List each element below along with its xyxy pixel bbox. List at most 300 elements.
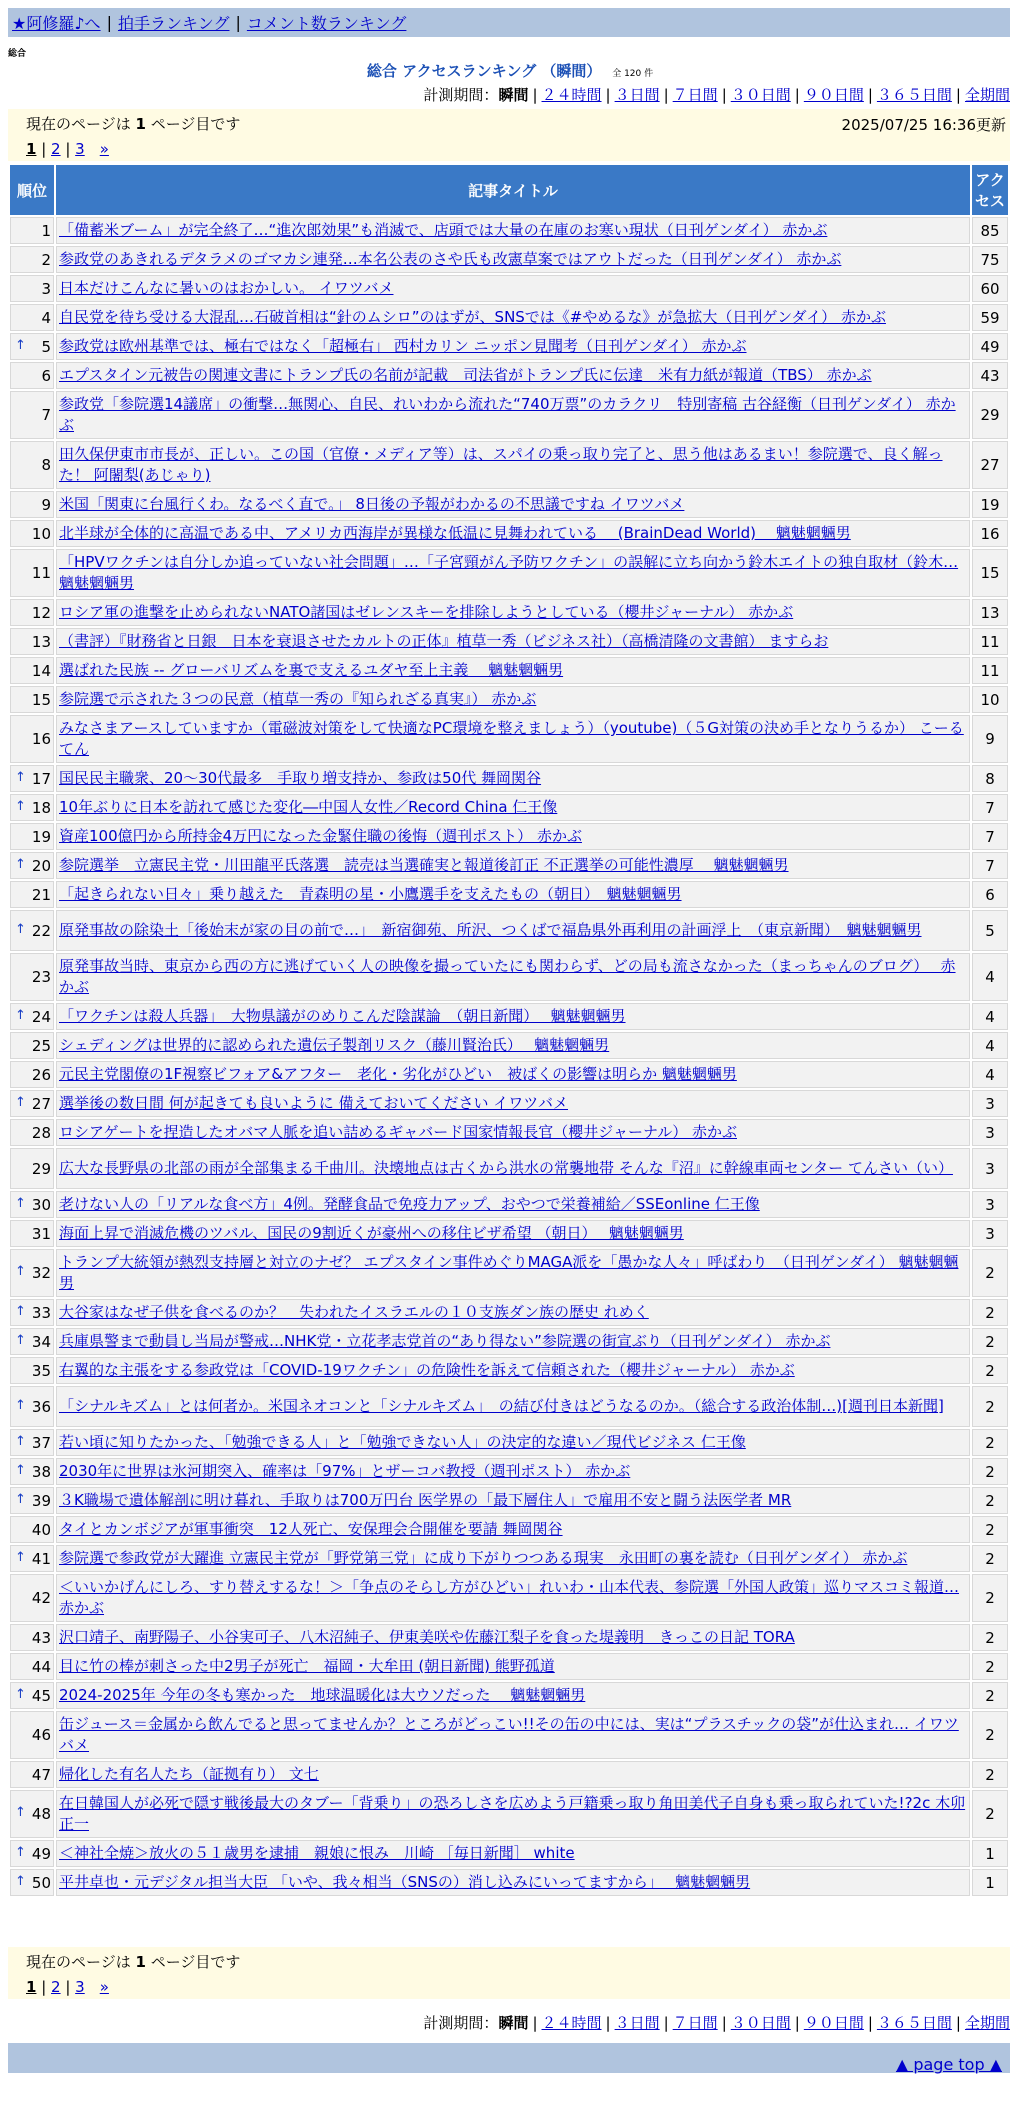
article-link[interactable]: 参院選で参政党が大躍進 立憲民主党が「野党第三党」に成り下がりつつある現実 永田町の裏を読む（日刊ゲンダイ） 赤かぶ — [59, 1549, 908, 1567]
title-cell — [56, 1220, 970, 1247]
ranking-row — [10, 1653, 1008, 1680]
period-option-link[interactable]: ７日間 — [672, 2014, 718, 2032]
rank-number: 12 — [31, 603, 51, 622]
access-count: 11 — [972, 657, 1008, 684]
pagination — [26, 138, 1010, 159]
ranking-row — [10, 549, 1008, 597]
period-separator: | — [532, 2014, 538, 2032]
article-link[interactable]: ３K職場で遺体解剖に明け暮れ、手取りは700万円台 医学界の「最下層住人」で雇用不安と闘う法医学者 MR — [59, 1491, 792, 1509]
ranking-row — [10, 1624, 1008, 1651]
article-link[interactable]: ＜神社全焼＞放火の５１歳男を逮捕 親娘に恨み 川崎 ［毎日新聞］ white — [59, 1844, 575, 1862]
access-count: 59 — [972, 304, 1008, 331]
rank-number: 5 — [41, 337, 51, 356]
rank-cell — [10, 823, 54, 850]
article-link[interactable]: 国民民主職衆、20～30代最多 手取り増支持か、参政は50代 舞岡関谷 — [59, 769, 542, 787]
rank-up-arrow-icon: ↑ — [15, 1264, 26, 1279]
rank-cell — [10, 1299, 54, 1326]
page-link[interactable]: 2 — [51, 1978, 61, 1996]
rank-up-arrow-icon: ↑ — [15, 1549, 26, 1565]
ranking-table — [8, 163, 1010, 1898]
title-cell — [56, 1574, 970, 1622]
period-option-link[interactable]: 全期間 — [964, 86, 1010, 104]
comment-ranking-link[interactable]: コメント数ランキング — [246, 14, 407, 33]
article-link[interactable]: 自民党を待ち受ける大混乱…石破首相は“針のムシロ”のはずが、SNSでは《#やめるな》が急拡大（日刊ゲンダイ） 赤かぶ — [59, 308, 886, 326]
rank-cell — [10, 794, 54, 821]
ranking-row — [10, 852, 1008, 879]
title-cell — [56, 1624, 970, 1651]
rank-up-arrow-icon: ↑ — [15, 1094, 26, 1110]
ranking-row — [10, 520, 1008, 547]
rank-up-arrow-icon: ↑ — [15, 1332, 26, 1348]
title-cell — [56, 852, 970, 879]
period-separator: | — [721, 2014, 727, 2032]
home-link[interactable]: ★阿修羅♪へ — [12, 14, 101, 33]
title-cell — [56, 1487, 970, 1514]
rank-number: 29 — [31, 1159, 51, 1178]
pagination-separator: | — [36, 140, 52, 158]
rank-up-arrow-icon: ↑ — [15, 769, 26, 785]
rank-cell — [10, 1119, 54, 1146]
period-separator: | — [794, 86, 800, 104]
rank-number: 38 — [31, 1462, 51, 1481]
title-cell — [56, 362, 970, 389]
rank-number: 23 — [31, 968, 51, 986]
rank-number: 28 — [31, 1123, 51, 1142]
rank-cell — [10, 852, 54, 879]
title-cell — [56, 1545, 970, 1572]
ranking-row — [10, 1487, 1008, 1514]
access-count: 2 — [972, 1682, 1008, 1709]
rank-number: 34 — [31, 1332, 51, 1351]
access-count: 4 — [972, 1061, 1008, 1088]
period-separator: | — [721, 86, 727, 104]
period-current: 瞬間 — [498, 2014, 529, 2032]
article-link[interactable]: 選挙後の数日間 何が起きても良いように 備えておいてください イワツバメ — [59, 1094, 569, 1112]
rank-cell — [10, 657, 54, 684]
access-count: 27 — [972, 441, 1008, 489]
ranking-row — [10, 1328, 1008, 1355]
ranking-row — [10, 1516, 1008, 1543]
title-header: 記事タイトル — [56, 165, 970, 215]
article-link[interactable]: 右翼的な主張をする参政党は「COVID-19ワクチン」の危険性を訴えて信頼された（櫻井ジャーナル） 赤かぶ — [59, 1361, 795, 1379]
rank-number: 30 — [31, 1195, 51, 1214]
pagination-separator: | — [60, 140, 76, 158]
article-link[interactable]: 田久保伊東市市長が、正しい。この国（官僚・メディア等）は、スパイの乗っ取り完了と、思う他はあるまい！参院選で、良く解った！ 阿闍梨(あじゃり) — [59, 445, 943, 484]
ranking-row — [10, 362, 1008, 389]
pagination — [26, 1976, 1010, 1997]
access-count: 75 — [972, 246, 1008, 273]
article-link[interactable]: 海面上昇で消滅危機のツバル、国民の9割近くが豪州への移住ビザ希望 （朝日） 魑魅魍魎男 — [59, 1224, 684, 1242]
ranking-row — [10, 599, 1008, 626]
access-count: 4 — [972, 1003, 1008, 1030]
access-count: 2 — [972, 1328, 1008, 1355]
ranking-row — [10, 686, 1008, 713]
period-separator: | — [867, 2014, 873, 2032]
page-link[interactable]: 3 — [75, 140, 85, 158]
article-link[interactable]: エプスタイン元被告の関連文書にトランプ氏の名前が記載 司法省がトランプ氏に伝達 米有力紙が報道（TBS） 赤かぶ — [59, 366, 872, 384]
article-link[interactable]: 2024-2025年 今年の冬も寒かった 地球温暖化は大ウソだった 魑魅魍魎男 — [59, 1686, 586, 1704]
rank-number: 49 — [31, 1844, 51, 1863]
article-link[interactable]: 「HPVワクチンは自分しか追っていない社会問題」…「子宮頸がん予防ワクチン」の誤解に立ち向かう鈴木エイトの独自取材（鈴木… 魑魅魍魎男 — [59, 553, 959, 592]
article-link[interactable]: 目に竹の棒が刺さった中2男子が死亡 福岡・大牟田 (朝日新聞) 熊野孤道 — [59, 1657, 555, 1675]
period-option-link[interactable]: ３６５日間 — [876, 2014, 952, 2032]
rank-number: 1 — [41, 221, 51, 240]
ranking-row — [10, 1429, 1008, 1456]
article-link[interactable]: みなさまアースしていますか（電磁波対策をして快適なPC環境を整えましょう）（youtube)（５G対策の決め手となりうるか） こーるてん — [59, 719, 964, 758]
rank-cell — [10, 275, 54, 302]
rank-cell — [10, 599, 54, 626]
article-link[interactable]: 「起きられない日々」乗り越えた 青森明の星・小鷹選手を支えたもの（朝日） 魑魅魍魎男 — [59, 885, 682, 903]
article-link[interactable]: 「ワクチンは殺人兵器」 大物県議がのめりこんだ陰謀論 （朝日新聞） 魑魅魍魎男 — [59, 1007, 626, 1025]
access-count: 3 — [972, 1119, 1008, 1146]
title-cell — [56, 1061, 970, 1088]
rank-cell — [10, 333, 54, 360]
rank-cell — [10, 1357, 54, 1384]
period-option-link[interactable]: 全期間 — [964, 2014, 1010, 2032]
page-top-link[interactable]: ▲ page top ▲ — [895, 2055, 1002, 2074]
period-separator: | — [532, 86, 538, 104]
article-link[interactable]: 帰化した有名人たち（証拠有り） 文七 — [59, 1765, 319, 1783]
ranking-row — [10, 715, 1008, 763]
rank-cell — [10, 1458, 54, 1485]
period-option-link[interactable]: ３日間 — [614, 2014, 660, 2032]
ranking-row — [10, 794, 1008, 821]
ranking-row — [10, 1574, 1008, 1622]
title-cell — [56, 1653, 970, 1680]
title-cell — [56, 910, 970, 951]
article-link[interactable]: 若い頃に知りたかった、「勉強できる人」と「勉強できない人」の決定的な違い／現代ビジネス 仁王像 — [59, 1433, 746, 1451]
ranking-row — [10, 1790, 1008, 1838]
rank-number: 43 — [31, 1628, 51, 1647]
total-count: 全 120 件 — [612, 69, 654, 79]
ranking-row — [10, 1220, 1008, 1247]
ranking-row — [10, 1032, 1008, 1059]
rank-number: 27 — [31, 1094, 51, 1113]
page-link[interactable]: 2 — [51, 140, 61, 158]
rank-cell — [10, 1191, 54, 1218]
article-link[interactable]: 缶ジュース＝金属から飲んでると思ってませんか？ところがどっこい!!その缶の中には、実は“プラスチックの袋”が仕込まれ… イワツバメ — [59, 1715, 959, 1754]
title-cell — [56, 246, 970, 273]
period-option-link[interactable]: ３６５日間 — [876, 86, 952, 104]
access-count: 2 — [972, 1653, 1008, 1680]
rank-cell — [10, 1487, 54, 1514]
article-link[interactable]: 沢口靖子、南野陽子、小谷実可子、八木沼純子、伊東美咲や佐藤江梨子を食った堤義明 きっこの日記 TORA — [59, 1628, 795, 1646]
rank-cell — [10, 246, 54, 273]
article-link[interactable]: ロシア軍の進撃を止められないNATO諸国はゼレンスキーを排除しようとしている（櫻井ジャーナル） 赤かぶ — [59, 603, 794, 621]
title-cell — [56, 549, 970, 597]
article-link[interactable]: 北半球が全体的に高温である中、アメリカ西海岸が異様な低温に見舞われている (BrainDead World) 魑魅魍魎男 — [59, 524, 851, 542]
period-separator: | — [867, 86, 873, 104]
rank-number: 7 — [41, 406, 51, 424]
title-cell — [56, 1249, 970, 1297]
rank-number: 47 — [31, 1765, 51, 1784]
period-option-link[interactable]: ３０日間 — [730, 2014, 791, 2032]
access-count: 2 — [972, 1516, 1008, 1543]
access-count: 6 — [972, 881, 1008, 908]
title-cell — [56, 599, 970, 626]
title-cell — [56, 217, 970, 244]
article-link[interactable]: 元民主党閣僚の1F視察ビフォア&アフター 老化・劣化がひどい 被ばくの影響は明らか 魑魅魍魎男 — [59, 1065, 737, 1083]
rank-cell — [10, 1429, 54, 1456]
access-count: 2 — [972, 1357, 1008, 1384]
rank-up-arrow-icon: ↑ — [15, 1195, 26, 1211]
article-link[interactable]: 2030年に世界は氷河期突入、確率は「97%」とザーコバ教授（週刊ポスト） 赤かぶ — [59, 1462, 631, 1480]
title-cell — [56, 628, 970, 655]
rank-cell — [10, 1249, 54, 1297]
ranking-row — [10, 246, 1008, 273]
rank-up-arrow-icon: ↑ — [15, 1462, 26, 1478]
rank-number: 26 — [31, 1065, 51, 1084]
title-cell — [56, 1191, 970, 1218]
title-cell — [56, 1148, 970, 1189]
rank-cell — [10, 1148, 54, 1189]
access-count: 29 — [972, 391, 1008, 439]
rank-cell — [10, 1516, 54, 1543]
access-count: 7 — [972, 794, 1008, 821]
ranking-title-line — [0, 60, 1020, 81]
period-option-link[interactable]: ３０日間 — [730, 86, 791, 104]
access-count: 16 — [972, 520, 1008, 547]
clap-ranking-link[interactable]: 拍手ランキング — [117, 14, 230, 33]
rank-number: 32 — [31, 1264, 51, 1282]
pagination-separator: | — [60, 1978, 76, 1996]
ranking-row — [10, 304, 1008, 331]
access-count: 43 — [972, 362, 1008, 389]
title-cell — [56, 1458, 970, 1485]
access-count: 2 — [972, 1545, 1008, 1572]
rank-up-arrow-icon: ↑ — [15, 1007, 26, 1023]
access-count: 8 — [972, 765, 1008, 792]
rank-cell — [10, 441, 54, 489]
rank-up-arrow-icon: ↑ — [15, 1433, 26, 1449]
current-page-number: 1 — [26, 1978, 37, 1996]
title-cell — [56, 304, 970, 331]
ranking-row — [10, 1869, 1008, 1896]
ranking-row — [10, 1191, 1008, 1218]
period-option-link[interactable]: ９０日間 — [803, 2014, 864, 2032]
rank-up-arrow-icon: ↑ — [15, 337, 26, 353]
article-link[interactable]: 原発事故当時、東京から西の方に逃げていく人の映像を撮っていたにも関わらず、どの局も流さなかった（まっちゃんのブログ） 赤かぶ — [59, 957, 956, 996]
title-cell — [56, 953, 970, 1001]
ranking-row — [10, 910, 1008, 951]
period-selector — [423, 2012, 1010, 2033]
rank-number: 11 — [31, 564, 51, 582]
title-cell — [56, 1790, 970, 1838]
article-link[interactable]: 「備蓄米ブーム」が完全終了…“進次郎効果”も消滅で、店頭では大量の在庫のお寒い現状（日刊ゲンダイ） 赤かぶ — [59, 221, 828, 239]
page-link[interactable]: 3 — [75, 1978, 85, 1996]
rank-number: 40 — [31, 1520, 51, 1539]
article-link[interactable]: 資産100億円から所持金4万円になった金緊住職の後悔（週刊ポスト） 赤かぶ — [59, 827, 582, 845]
access-count: 4 — [972, 1032, 1008, 1059]
access-count: 5 — [972, 910, 1008, 951]
article-link[interactable]: 広大な長野県の北部の雨が全部集まる千曲川。決壊地点は古くから洪水の常襲地帯 そんな『沼』に幹線車両センター てんさい（い） — [59, 1159, 953, 1177]
article-link[interactable]: タイとカンボジアが軍事衝突 12人死亡、安保理会合開催を要請 舞岡関谷 — [59, 1520, 563, 1538]
period-option-link[interactable]: ２４時間 — [541, 2014, 602, 2032]
period-option-link[interactable]: ２４時間 — [541, 86, 602, 104]
ranking-row — [10, 1761, 1008, 1788]
period-separator: | — [955, 86, 961, 104]
article-link[interactable]: （書評）『財務省と日銀 日本を衰退させたカルトの正体』植草一秀（ビジネス社）（高橋清隆の文書館） ますらお — [59, 632, 829, 650]
rank-cell — [10, 1574, 54, 1622]
rank-number: 22 — [31, 921, 51, 940]
rank-number: 39 — [31, 1491, 51, 1510]
rank-number: 14 — [31, 661, 51, 680]
ranking-row — [10, 823, 1008, 850]
article-link[interactable]: 大谷家はなぜ子供を食べるのか？ 失われたイスラエルの１０支族ダン族の歴史 れめく — [59, 1303, 649, 1321]
access-count: 15 — [972, 549, 1008, 597]
title-cell — [56, 391, 970, 439]
period-option-link[interactable]: ３日間 — [614, 86, 660, 104]
rank-number: 20 — [31, 856, 51, 875]
rank-number: 46 — [31, 1726, 51, 1744]
page-info-top — [8, 109, 1010, 161]
article-link[interactable]: 参政党は欧州基準では、極右ではなく「超極右」 西村カリン ニッポン見聞考（日刊ゲンダイ） 赤かぶ — [59, 337, 747, 355]
article-link[interactable]: 参院選挙 立憲民主党・川田龍平氏落選 読売は当選確実と報道後訂正 不正選挙の可能性濃厚 魑魅魍魎男 — [59, 856, 789, 874]
rank-number: 35 — [31, 1361, 51, 1380]
ranking-row — [10, 391, 1008, 439]
access-count: 2 — [972, 1429, 1008, 1456]
rank-cell — [10, 1624, 54, 1651]
article-link[interactable]: 「シナルキズム」とは何者か。米国ネオコンと「シナルキズム」 の結び付きはどうなるのか。（総合する政治体制…)[週刊日本新聞] — [59, 1397, 944, 1415]
rank-cell — [10, 1840, 54, 1867]
article-link[interactable]: 老けない人の「リアルな食べ方」4例。発酵食品で免疫力アップ、おやつで栄養補給／SSEonline 仁王像 — [59, 1195, 760, 1213]
article-link[interactable]: 兵庫県警まで動員し当局が警戒…NHK党・立花孝志党首の“あり得ない”参院選の街宣ぶり（日刊ゲンダイ） 赤かぶ — [59, 1332, 831, 1350]
ranking-row — [10, 1003, 1008, 1030]
title-cell — [56, 1869, 970, 1896]
ranking-row — [10, 628, 1008, 655]
access-count: 9 — [972, 715, 1008, 763]
access-count: 2 — [972, 1761, 1008, 1788]
rank-number: 25 — [31, 1036, 51, 1055]
article-link[interactable]: 参政党のあきれるデタラメのゴマカシ連発…本名公表のさや氏も改憲草案ではアウトだった（日刊ゲンダイ） 赤かぶ — [59, 250, 842, 268]
period-separator: | — [794, 2014, 800, 2032]
top-nav-bar — [8, 8, 1010, 37]
period-separator: | — [663, 2014, 669, 2032]
article-link[interactable]: 10年ぶりに日本を訪れて感じた変化―中国人女性／Record China 仁王像 — [59, 798, 558, 816]
title-cell — [56, 1516, 970, 1543]
title-cell — [56, 1328, 970, 1355]
rank-number: 36 — [31, 1397, 51, 1416]
rank-number: 2 — [41, 250, 51, 269]
access-count: 2 — [972, 1249, 1008, 1297]
ranking-row — [10, 1357, 1008, 1384]
ranking-row — [10, 491, 1008, 518]
access-count: 3 — [972, 1220, 1008, 1247]
rank-number: 19 — [31, 827, 51, 846]
ranking-row — [10, 657, 1008, 684]
article-link[interactable]: シェディングは世界的に認められた遺伝子製剤リスク（藤川賢治氏） 魑魅魍魎男 — [59, 1036, 610, 1054]
rank-up-arrow-icon: ↑ — [15, 856, 26, 872]
rank-cell — [10, 1545, 54, 1572]
article-link[interactable]: 参政党「参院選14議席」の衝撃…無関心、自民、れいわから流れた“740万票”のカラクリ 特別寄稿 古谷経衡（日刊ゲンダイ） 赤かぶ — [59, 395, 956, 434]
rank-number: 44 — [31, 1657, 51, 1676]
ranking-row — [10, 1249, 1008, 1297]
ranking-row — [10, 1148, 1008, 1189]
rank-cell — [10, 1869, 54, 1896]
article-link[interactable]: 参院選で示された３つの民意（植草一秀の『知られざる真実』） 赤かぶ — [59, 690, 537, 708]
rank-cell — [10, 910, 54, 951]
title-cell — [56, 823, 970, 850]
pagination-separator: | — [36, 1978, 52, 1996]
rank-cell — [10, 1061, 54, 1088]
ranking-row — [10, 1840, 1008, 1867]
title-cell — [56, 881, 970, 908]
period-option-link[interactable]: ７日間 — [672, 86, 718, 104]
next-page-link[interactable]: » — [99, 1978, 109, 1996]
ranking-row — [10, 275, 1008, 302]
article-link[interactable]: 平井卓也・元デジタル担当大臣 「いや、我々相当（SNSの）消し込みにいってますから」 魑魅魍魎男 — [59, 1873, 751, 1891]
article-link[interactable]: 日本だけこんなに暑いのはおかしい。 イワツバメ — [59, 279, 394, 297]
access-count: 2 — [972, 1487, 1008, 1514]
rank-cell — [10, 765, 54, 792]
access-count: 4 — [972, 953, 1008, 1001]
ranking-row — [10, 881, 1008, 908]
rank-up-arrow-icon: ↑ — [15, 798, 26, 814]
access-count: 1 — [972, 1869, 1008, 1896]
article-link[interactable]: 原発事故の除染土「後始末が家の目の前で…」 新宿御苑、所沢、つくばで福島県外再利用の計画浮上 （東京新聞） 魑魅魍魎男 — [59, 921, 922, 939]
rank-up-arrow-icon: ↑ — [15, 921, 26, 937]
rank-number: 18 — [31, 798, 51, 817]
article-link[interactable]: トランプ大統領が熱烈支持層と対立のナゼ？ エプスタイン事件めぐりMAGA派を「愚かな人々」呼ばわり （日刊ゲンダイ） 魑魅魍魎男 — [59, 1253, 959, 1292]
title-cell — [56, 275, 970, 302]
ranking-row — [10, 953, 1008, 1001]
access-count: 2 — [972, 1574, 1008, 1622]
rank-number: 33 — [31, 1303, 51, 1322]
article-link[interactable]: ＜いいかげんにしろ、すり替えするな！＞「争点のそらし方がひどい」れいわ・山本代表、参院選「外国人政策」巡りマスコミ報道… 赤かぶ — [59, 1578, 960, 1617]
rank-number: 21 — [31, 885, 51, 904]
current-page-text: 現在のページは 1 ページ目です — [26, 115, 241, 133]
period-option-link[interactable]: ９０日間 — [803, 86, 864, 104]
next-page-link[interactable]: » — [99, 140, 109, 158]
ranking-row — [10, 1090, 1008, 1117]
rank-cell — [10, 1682, 54, 1709]
title-cell — [56, 441, 970, 489]
title-cell — [56, 1429, 970, 1456]
rank-cell — [10, 1328, 54, 1355]
article-link[interactable]: 在日韓国人が必死で隠す戦後最大のタブー「背乗り」の恐ろしさを広めよう戸籍乗っ取り角田美代子自身も乗っ取られていた!?2c 木卯正一 — [59, 1794, 966, 1833]
article-link[interactable]: ロシアゲートを捏造したオバマ人脈を追い詰めるギャバード国家情報長官（櫻井ジャーナル） 赤かぶ — [59, 1123, 737, 1141]
title-cell — [56, 1090, 970, 1117]
rank-cell — [10, 1386, 54, 1427]
period-separator: | — [663, 86, 669, 104]
title-cell — [56, 1840, 970, 1867]
ranking-row — [10, 1458, 1008, 1485]
title-cell — [56, 686, 970, 713]
title-cell — [56, 1357, 970, 1384]
rank-number: 10 — [31, 524, 51, 543]
bottom-bar — [8, 2043, 1010, 2073]
rank-cell — [10, 628, 54, 655]
title-cell — [56, 1386, 970, 1427]
rank-cell — [10, 1003, 54, 1030]
article-link[interactable]: 選ばれた民族 -- グローバリズムを裏で支えるユダヤ至上主義 魑魅魍魎男 — [59, 661, 564, 679]
page-title: 総合 アクセスランキング （瞬間） — [366, 62, 602, 80]
rank-cell — [10, 391, 54, 439]
ranking-row — [10, 1386, 1008, 1427]
access-count: 2 — [972, 1624, 1008, 1651]
access-count: 2 — [972, 1790, 1008, 1838]
current-page-text: 現在のページは 1 ページ目です — [26, 1953, 241, 1971]
rank-header: 順位 — [10, 165, 54, 215]
article-link[interactable]: 米国「関東に台風行くわ。なるべく直で。」 8日後の予報がわかるの不思議ですね イワツバメ — [59, 495, 685, 513]
title-cell — [56, 1003, 970, 1030]
access-count: 60 — [972, 275, 1008, 302]
ranking-row — [10, 1711, 1008, 1759]
rank-cell — [10, 1711, 54, 1759]
ranking-row — [10, 1545, 1008, 1572]
access-count: 7 — [972, 852, 1008, 879]
rank-number: 16 — [31, 730, 51, 748]
